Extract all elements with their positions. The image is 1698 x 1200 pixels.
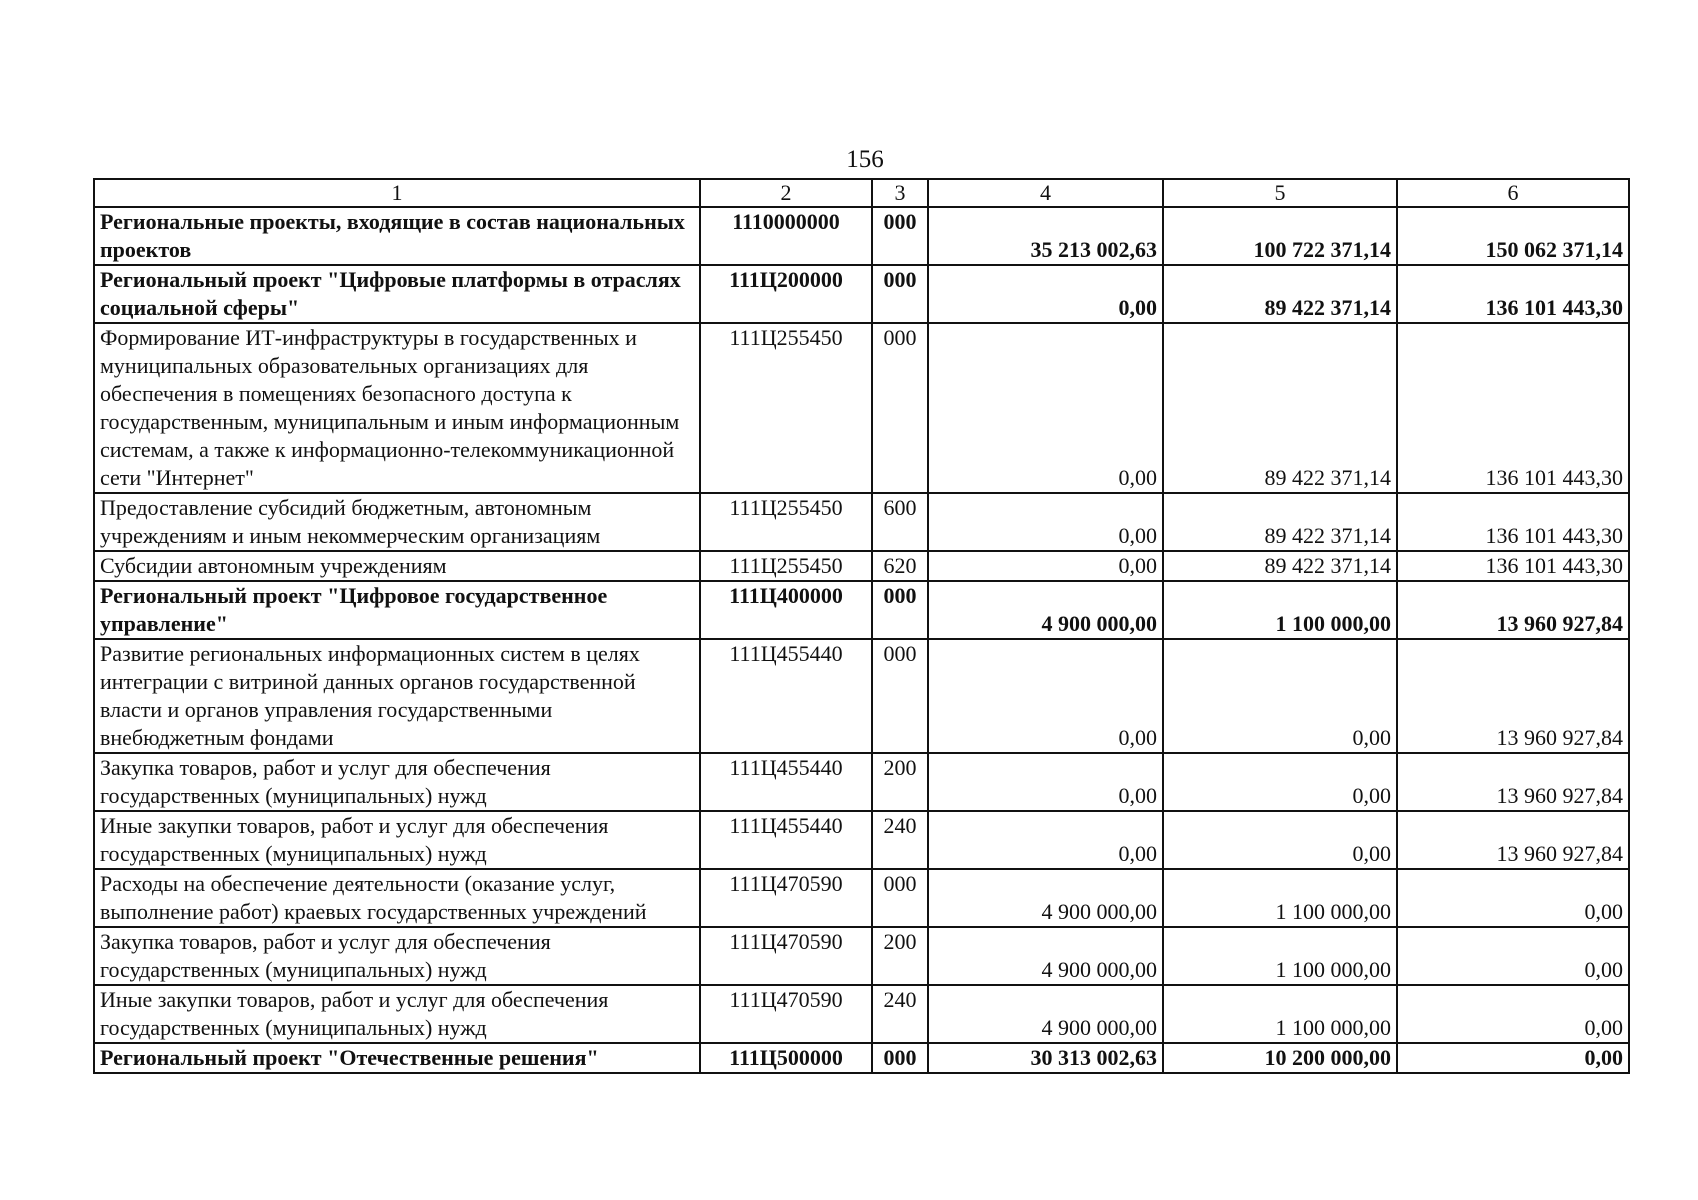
row-value-col4-cell: 0,00 xyxy=(928,639,1163,753)
row-code-cell: 111Ц455440 xyxy=(700,639,872,753)
row-kind-cell: 240 xyxy=(872,811,928,869)
row-value-col5-cell: 89 422 371,14 xyxy=(1163,551,1397,581)
page-number: 156 xyxy=(846,146,884,173)
row-value-col5-cell: 0,00 xyxy=(1163,639,1397,753)
row-value-col5-cell: 0,00 xyxy=(1163,811,1397,869)
table-row xyxy=(94,639,1629,753)
row-kind-cell: 620 xyxy=(872,551,928,581)
row-code-cell: 111Ц470590 xyxy=(700,869,872,927)
row-name-cell: Развитие региональных информационных систем в целях интеграции с витриной данных органов государственной власти и органов управления государственными внебюджетным фондами xyxy=(94,639,700,753)
row-value-col5-cell: 89 422 371,14 xyxy=(1163,265,1397,323)
row-value-col5-cell: 89 422 371,14 xyxy=(1163,323,1397,493)
row-value-col5-cell: 100 722 371,14 xyxy=(1163,207,1397,265)
row-value-col5-cell: 1 100 000,00 xyxy=(1163,869,1397,927)
row-name-cell: Региональный проект "Отечественные решения" xyxy=(94,1043,700,1073)
table-row xyxy=(94,927,1629,985)
column-number-row xyxy=(94,179,1629,207)
table-row xyxy=(94,869,1629,927)
table-row xyxy=(94,753,1629,811)
row-name-cell: Субсидии автономным учреждениям xyxy=(94,551,700,581)
row-value-col6-cell: 136 101 443,30 xyxy=(1397,493,1629,551)
row-name-cell: Иные закупки товаров, работ и услуг для обеспечения государственных (муниципальных) нужд xyxy=(94,985,700,1043)
row-value-col5-cell: 89 422 371,14 xyxy=(1163,493,1397,551)
row-name-cell: Региональные проекты, входящие в состав национальных проектов xyxy=(94,207,700,265)
column-number: 2 xyxy=(700,179,872,207)
table-row xyxy=(94,1043,1629,1073)
row-value-col6-cell: 13 960 927,84 xyxy=(1397,811,1629,869)
column-number: 3 xyxy=(872,179,928,207)
row-value-col6-cell: 13 960 927,84 xyxy=(1397,581,1629,639)
row-value-col5-cell: 1 100 000,00 xyxy=(1163,985,1397,1043)
row-kind-cell: 000 xyxy=(872,869,928,927)
row-value-col6-cell: 150 062 371,14 xyxy=(1397,207,1629,265)
row-value-col5-cell: 1 100 000,00 xyxy=(1163,581,1397,639)
row-value-col6-cell: 0,00 xyxy=(1397,927,1629,985)
table-row xyxy=(94,493,1629,551)
row-value-col5-cell: 10 200 000,00 xyxy=(1163,1043,1397,1073)
row-kind-cell: 600 xyxy=(872,493,928,551)
table-row xyxy=(94,581,1629,639)
row-value-col4-cell: 0,00 xyxy=(928,323,1163,493)
row-value-col4-cell: 4 900 000,00 xyxy=(928,869,1163,927)
row-value-col5-cell: 0,00 xyxy=(1163,753,1397,811)
row-value-col4-cell: 0,00 xyxy=(928,265,1163,323)
table-row xyxy=(94,265,1629,323)
row-code-cell: 111Ц470590 xyxy=(700,927,872,985)
row-code-cell: 111Ц200000 xyxy=(700,265,872,323)
row-kind-cell: 000 xyxy=(872,265,928,323)
row-code-cell: 111Ц500000 xyxy=(700,1043,872,1073)
row-value-col4-cell: 0,00 xyxy=(928,811,1163,869)
row-value-col4-cell: 30 313 002,63 xyxy=(928,1043,1163,1073)
row-name-cell: Региональный проект "Цифровое государственное управление" xyxy=(94,581,700,639)
table-row xyxy=(94,323,1629,493)
row-value-col4-cell: 0,00 xyxy=(928,551,1163,581)
row-kind-cell: 000 xyxy=(872,207,928,265)
row-value-col6-cell: 136 101 443,30 xyxy=(1397,323,1629,493)
row-value-col6-cell: 13 960 927,84 xyxy=(1397,639,1629,753)
table-row xyxy=(94,811,1629,869)
row-kind-cell: 000 xyxy=(872,581,928,639)
row-kind-cell: 240 xyxy=(872,985,928,1043)
row-code-cell: 111Ц255450 xyxy=(700,493,872,551)
row-code-cell: 1110000000 xyxy=(700,207,872,265)
row-kind-cell: 000 xyxy=(872,323,928,493)
row-name-cell: Закупка товаров, работ и услуг для обеспечения государственных (муниципальных) нужд xyxy=(94,927,700,985)
row-code-cell: 111Ц470590 xyxy=(700,985,872,1043)
row-name-cell: Расходы на обеспечение деятельности (оказание услуг, выполнение работ) краевых государственных учреждений xyxy=(94,869,700,927)
row-kind-cell: 200 xyxy=(872,753,928,811)
row-value-col6-cell: 0,00 xyxy=(1397,869,1629,927)
row-kind-cell: 200 xyxy=(872,927,928,985)
row-value-col4-cell: 0,00 xyxy=(928,493,1163,551)
row-value-col4-cell: 4 900 000,00 xyxy=(928,927,1163,985)
row-value-col4-cell: 4 900 000,00 xyxy=(928,581,1163,639)
row-code-cell: 111Ц455440 xyxy=(700,811,872,869)
row-value-col6-cell: 13 960 927,84 xyxy=(1397,753,1629,811)
row-value-col6-cell: 136 101 443,30 xyxy=(1397,551,1629,581)
row-name-cell: Формирование ИТ-инфраструктуры в государственных и муниципальных образовательных организациях для обеспечения в помещениях безопасного доступа к государственным, муниципальным и иным информационным системам, а также к информационно-телекоммуникационной сети "Интернет" xyxy=(94,323,700,493)
row-name-cell: Закупка товаров, работ и услуг для обеспечения государственных (муниципальных) нужд xyxy=(94,753,700,811)
row-name-cell: Предоставление субсидий бюджетным, автономным учреждениям и иным некоммерческим организациям xyxy=(94,493,700,551)
row-name-cell: Региональный проект "Цифровые платформы в отраслях социальной сферы" xyxy=(94,265,700,323)
row-code-cell: 111Ц455440 xyxy=(700,753,872,811)
row-value-col4-cell: 35 213 002,63 xyxy=(928,207,1163,265)
column-number: 5 xyxy=(1163,179,1397,207)
row-code-cell: 111Ц255450 xyxy=(700,551,872,581)
row-code-cell: 111Ц400000 xyxy=(700,581,872,639)
row-kind-cell: 000 xyxy=(872,1043,928,1073)
table-row xyxy=(94,551,1629,581)
row-value-col6-cell: 0,00 xyxy=(1397,1043,1629,1073)
row-value-col6-cell: 0,00 xyxy=(1397,985,1629,1043)
row-value-col6-cell: 136 101 443,30 xyxy=(1397,265,1629,323)
column-number: 6 xyxy=(1397,179,1629,207)
column-number: 4 xyxy=(928,179,1163,207)
table-row xyxy=(94,985,1629,1043)
row-code-cell: 111Ц255450 xyxy=(700,323,872,493)
row-name-cell: Иные закупки товаров, работ и услуг для обеспечения государственных (муниципальных) нужд xyxy=(94,811,700,869)
row-kind-cell: 000 xyxy=(872,639,928,753)
table-row xyxy=(94,207,1629,265)
row-value-col4-cell: 0,00 xyxy=(928,753,1163,811)
row-value-col5-cell: 1 100 000,00 xyxy=(1163,927,1397,985)
row-value-col4-cell: 4 900 000,00 xyxy=(928,985,1163,1043)
budget-table xyxy=(93,178,1630,1074)
column-number: 1 xyxy=(94,179,700,207)
